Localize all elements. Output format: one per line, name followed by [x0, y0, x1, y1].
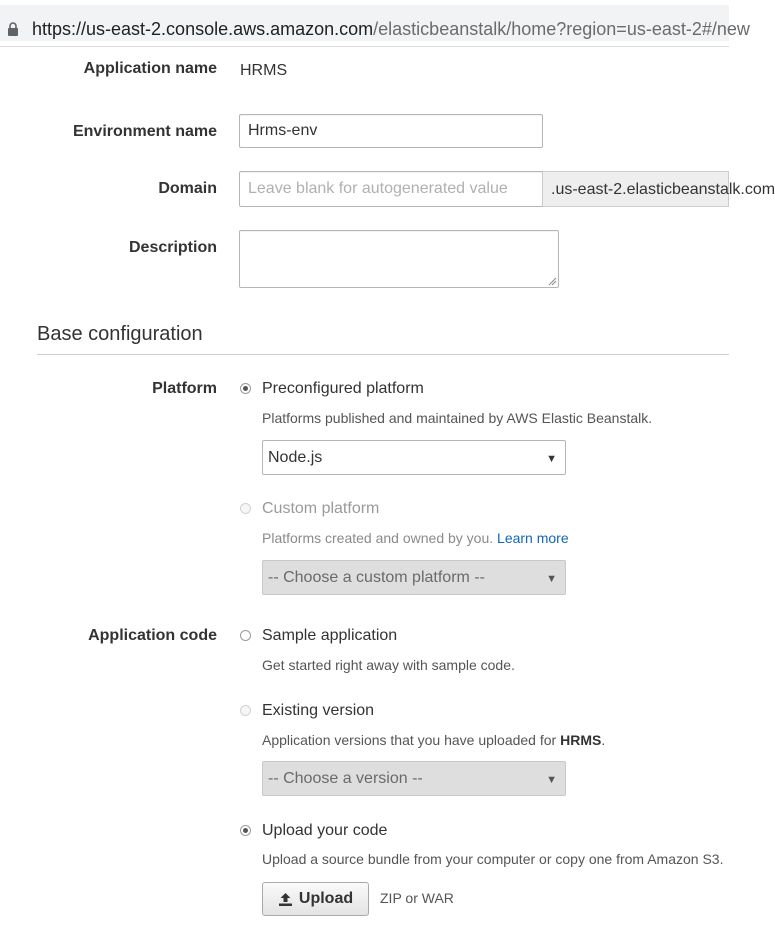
environment-name-label: Environment name [72, 123, 217, 140]
platform-label: Platform [152, 380, 217, 397]
preconfigured-platform-radio[interactable] [240, 383, 251, 394]
description-textarea[interactable] [239, 230, 559, 288]
application-code-label: Application code [88, 627, 217, 644]
url-field[interactable] [0, 5, 750, 41]
upload-format-note: ZIP or WAR [380, 890, 454, 906]
custom-platform-select-value: -- Choose a custom platform -- [268, 569, 485, 586]
upload-button[interactable] [262, 882, 369, 916]
existing-version-help-suffix: . [601, 732, 606, 748]
custom-platform-label[interactable]: Custom platform [262, 500, 380, 517]
existing-version-label[interactable]: Existing version [262, 702, 375, 719]
browser-address-bar[interactable] [0, 0, 750, 47]
preconfigured-platform-help: Platforms published and maintained by AWS Elastic Beanstalk. [262, 410, 653, 426]
existing-version-help-app: HRMS [560, 732, 602, 748]
application-name-label: Application name [83, 60, 217, 77]
url-host: https://us-east-2.console.aws.amazon.com [32, 19, 374, 39]
custom-platform-help-text: Platforms created and owned by you. [262, 530, 494, 546]
url-path: /elasticbeanstalk/home?region=us-east-2#/new [373, 19, 750, 39]
upload-code-help: Upload a source bundle from your computer or copy one from Amazon S3. [262, 851, 724, 867]
platform-select-value: Node.js [268, 449, 323, 466]
upload-code-label[interactable]: Upload your code [262, 822, 388, 839]
caret-down-icon: ▼ [546, 774, 557, 786]
version-select-value: -- Choose a version -- [268, 770, 423, 787]
resize-grip-icon[interactable] [547, 276, 557, 286]
domain-suffix: .us-east-2.elasticbeanstalk.com [542, 171, 729, 207]
caret-down-icon: ▼ [546, 573, 557, 585]
existing-version-help [262, 732, 605, 748]
domain-input[interactable] [239, 171, 543, 207]
custom-platform-select[interactable] [262, 560, 566, 595]
base-configuration-title: Base configuration [37, 323, 203, 345]
domain-label: Domain [158, 180, 217, 197]
section-divider [37, 354, 729, 355]
existing-version-help-prefix: Application versions that you have uploaded for [262, 732, 561, 748]
platform-select[interactable] [262, 440, 566, 475]
description-label: Description [128, 239, 217, 256]
application-name-value: HRMS [240, 62, 288, 79]
caret-down-icon: ▼ [546, 453, 557, 465]
lock-icon [7, 22, 19, 36]
url-text [32, 19, 750, 40]
sample-application-help: Get started right away with sample code. [262, 657, 515, 673]
environment-name-input[interactable] [239, 114, 543, 148]
upload-code-radio[interactable] [240, 825, 251, 836]
custom-platform-radio[interactable] [240, 503, 251, 514]
preconfigured-platform-label[interactable]: Preconfigured platform [262, 380, 424, 397]
custom-platform-help [262, 530, 569, 546]
version-select[interactable] [262, 761, 566, 796]
upload-icon [278, 892, 293, 907]
upload-button-label: Upload [298, 890, 354, 907]
sample-application-radio[interactable] [240, 630, 251, 641]
sample-application-label[interactable]: Sample application [262, 627, 398, 644]
existing-version-radio[interactable] [240, 705, 251, 716]
learn-more-link[interactable]: Learn more [497, 530, 569, 546]
